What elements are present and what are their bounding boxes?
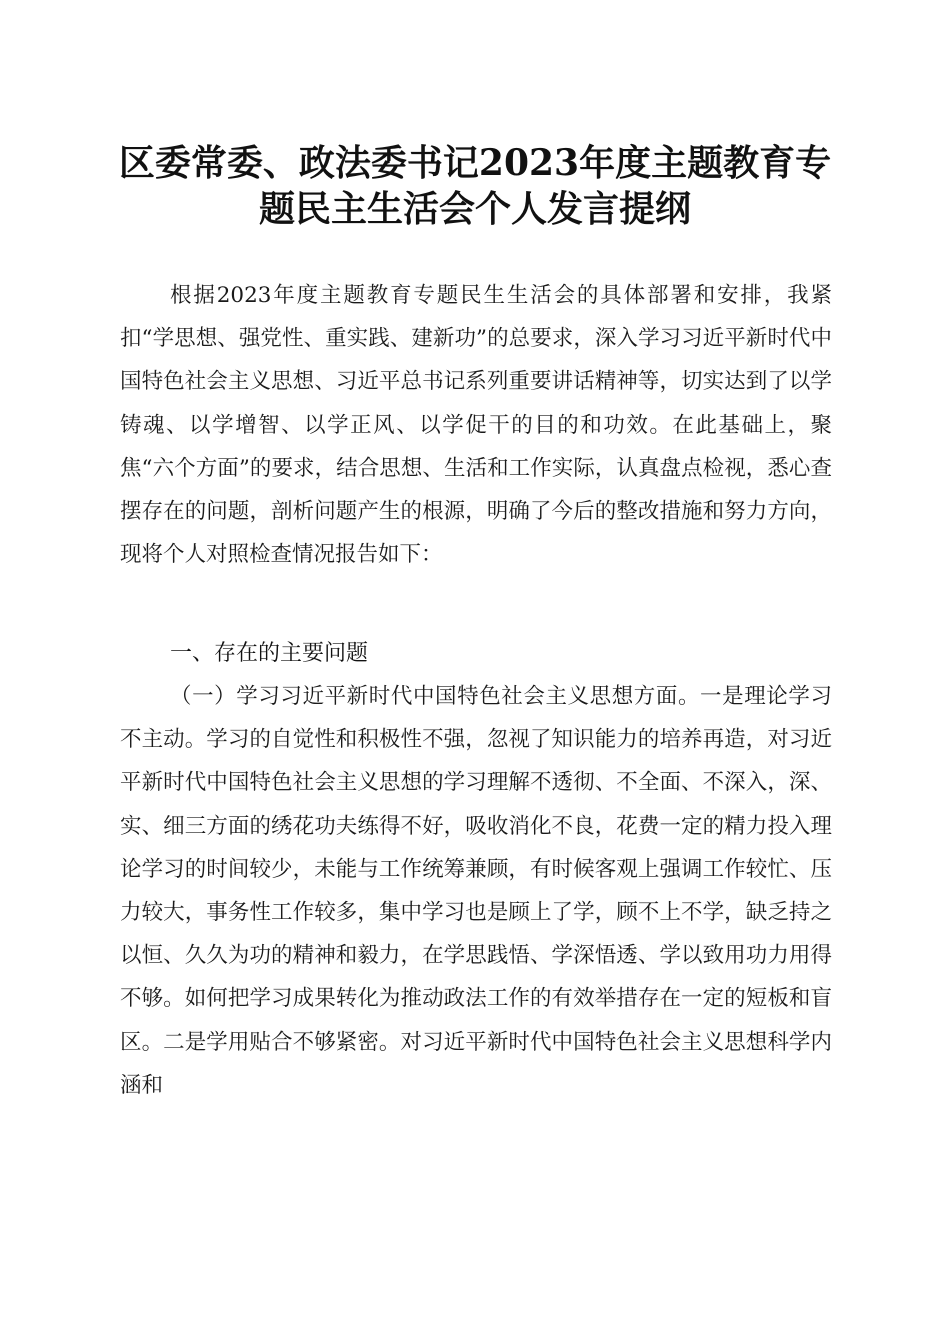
document-title: [100, 140, 850, 232]
intro-paragraph: 根据2023年度主题教育专题民生生活会的具体部署和安排，我紧扣“学思想、强党性、重实践、建新功”的总要求，深入学习习近平新时代中国特色社会主义思想、习近平总书记系列重要讲话精神等，切实达到了以学铸魂、以学增智、以学正风、以学促干的目的和功效。在此基础上，聚焦“六个方面”的要求，结合思想、生活和工作实际，认真盘点检视，悉心查摆存在的问题，剖析问题产生的根源，明确了今后的整改措施和努力方向，现将个人对照检查情况报告如下：: [120, 283, 832, 568]
title-line-1: 区委常委、政法委书记2023年度主题教育专: [118, 142, 832, 184]
title-line-2: 题民主生活会个人发言提纲: [258, 188, 691, 230]
subsection-paragraph: [120, 675, 832, 1107]
subsection-heading: （一）学习习近平新时代中国特色社会主义思想方面。: [170, 684, 701, 709]
section-heading: 一、存在的主要问题: [170, 641, 369, 666]
subsection-body: 一是理论学习不主动。学习的自觉性和积极性不强，忽视了知识能力的培养再造，对习近平新时代中国特色社会主义思想的学习理解不透彻、不全面、不深入，深、实、细三方面的绣花功夫练得不好，吸收消化不良，花费一定的精力投入理论学习的时间较少，未能与工作统筹兼顾，有时候客观上强调工作较忙、压力较大，事务性工作较多，集中学习也是顾上了学，顾不上不学，缺乏持之以恒、久久为功的精神和毅力，在学思践悟、学深悟透、学以致用功力用得不够。如何把学习成果转化为推动政法工作的有效举措存在一定的短板和盲区。二是学用贴合不够紧密。对习近平新时代中国特色社会主义思想科学内涵和: [120, 684, 832, 1098]
